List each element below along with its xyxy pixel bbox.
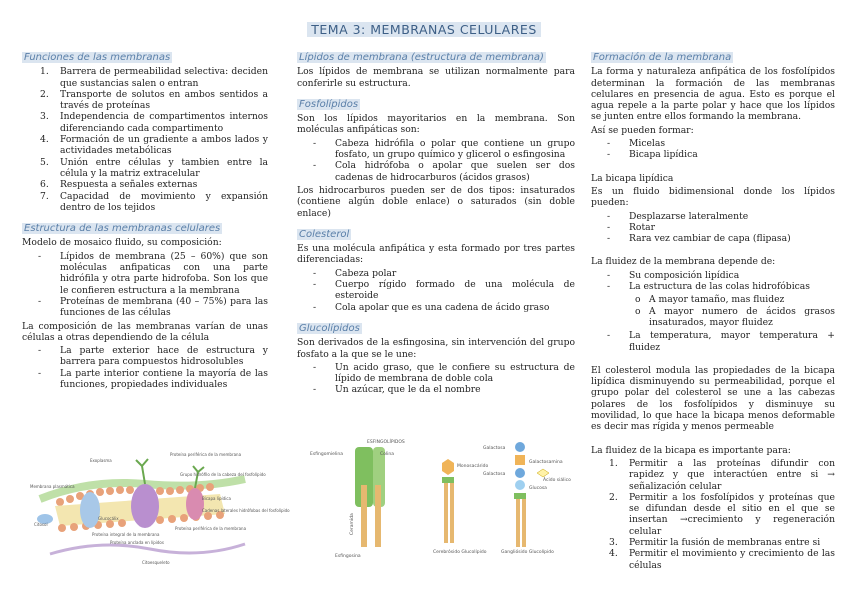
list-item: - Rara vez cambiar de capa (flipasa) (607, 233, 791, 245)
list-item: - La estructura de las colas hidrofóbicas (607, 281, 810, 293)
label-proteina-periferica-2: Proteína periférica de la membrana (175, 526, 247, 531)
list-item: 4. Permitir el movimiento y crecimiento de las células (609, 548, 835, 571)
list-item: - Cola hidrófoba o apolar que suelen ser dos cadenas de hidrocarburos (ácidos grasos) (313, 160, 575, 183)
label-galactosamina: Galactosamina (529, 460, 563, 465)
list-item: 2. Permitir a los fosfolípidos y proteínas que se difundan desde el sitio en el que se insertan →crecimiento y regeneración celular (609, 491, 835, 537)
label-proteina-periferica: Proteína periférica de la membrana (170, 452, 242, 457)
label-protoplasma: Proteína anclada en lípidos (110, 540, 164, 545)
paragraph: La fluidez de la membrana depende de: (591, 256, 776, 268)
list-item: - Un azúcar, que le da el nombre (313, 384, 481, 396)
list-item: 4. Formación de un gradiente a ambos lados y actividades metabólicas (40, 134, 268, 157)
paragraph: Es una molécula anfipática y esta formado por tres partes diferenciadas: (297, 243, 575, 266)
list-item: - Desplazarse lateralmente (607, 210, 749, 222)
label-cadenas: Cadenas laterales hidrófobas del fosfolípido (202, 508, 290, 513)
list-item: 1. Permitir a las proteínas difundir con rapidez y que interactúen entre si → señalización celular (609, 457, 835, 492)
label-ceramida: Ceramida (350, 513, 355, 535)
label-grupo-hidrofilo: Grupo hidrófilo de la cabeza del fosfolípido (180, 472, 266, 477)
section-heading-colesterol: Colesterol (299, 228, 350, 240)
column-3 (591, 52, 835, 573)
label-bicapa: Bicapa lipídica (202, 496, 231, 501)
list-item: - Bicapa lipídica (607, 149, 698, 161)
fosfolipidos-list (297, 138, 575, 183)
list-item: - Cabeza hidrófila o polar que contiene un grupo fosfato, un grupo químico y glicerol o esfingosina (313, 137, 575, 161)
integral-protein (131, 484, 159, 528)
composicion-list (22, 251, 268, 319)
formas-list (591, 138, 835, 161)
list-item: - Rotar (607, 221, 656, 233)
label-proteina-integral: Proteína integral de la membrana (92, 532, 160, 537)
list-item: 6. Respuesta a señales externas (40, 179, 198, 191)
paragraph: Los lípidos de membrana se utilizan normalmente para conferirle su estructura. (297, 66, 575, 89)
membrane-diagram (30, 444, 290, 569)
list-item: - Cola apolar que es una cadena de ácido graso (313, 301, 550, 313)
list-item: 5. Unión entre células y tambien entre la célula y la matriz extracelular (40, 156, 268, 179)
list-item: o A mayor tamaño, mas fluidez (635, 294, 785, 306)
fluidez-list-last (591, 330, 835, 353)
section-heading-glucolipidos: Glucolípidos (299, 322, 360, 334)
section-heading-estructura: Estructura de las membranas celulares (24, 223, 221, 235)
list-item: - La parte exterior hace de estructura y barrera para compuestos hidrosolubles (38, 345, 268, 368)
paragraph: Los hidrocarburos pueden ser de dos tipos: insaturados (contiene algún doble enlace) o saturados (sin doble enlace) (297, 184, 575, 219)
label-acido-sialico: Ácido siálico (543, 478, 571, 483)
label-citoesqueleto: Citoesqueleto (142, 560, 170, 565)
paragraph: Así se pueden formar: (591, 124, 694, 136)
paragraph: Son los lípidos mayoritarios en la membrana. Son moléculas anfipáticas son: (297, 113, 575, 136)
list-item: - Un acido graso, que le confiere su estructura de lípido de membrana de doble cola (313, 361, 575, 385)
partes-list (22, 345, 268, 390)
fluidez-list (591, 270, 835, 293)
label-cerebrosido: Cerebrósido Glucolípido (433, 550, 487, 555)
list-item: 1. Barrera de permeabilidad selectiva: deciden que sustancias salen o entran (40, 66, 268, 89)
list-item: - Su composición lipídica (607, 269, 740, 281)
label-glucocalix: Glucocálix (98, 516, 119, 521)
paragraph: El colesterol modula las propiedades de la bicapa lipídica disminuyendo su permeabilidad, porque el grupo polar del colesterol se une a las cabezas polares de los fosfolípidos y disminuye su movilidad, lo que hace la bicapa menos deformable es decir mas rígida y menos permeable (591, 364, 835, 433)
paragraph: La bicapa lipídica (591, 172, 674, 184)
section-heading-lipidos: Lípidos de membrana (estructura de membrana) (299, 52, 544, 63)
page-title: TEMA 3: MEMBRANAS CELULARES (0, 22, 848, 37)
label-monosacarido: Monosacárido (457, 464, 489, 469)
label-esfingosina: Esfingosina (335, 554, 361, 559)
label-galactosa: Galactosa (483, 446, 506, 451)
section-heading-fosfolipidos: Fosfolípidos (299, 98, 359, 110)
list-item: - La temperatura, mayor temperatura + fluidez (607, 330, 835, 353)
section-heading-formacion: Formación de la membrana (593, 52, 732, 63)
paragraph: La composición de las membranas varían de unas células a otras dependiendo de la célula (22, 320, 268, 343)
list-item: - Cabeza polar (313, 267, 397, 279)
funciones-list (22, 66, 268, 213)
label-citosol: Citosol (34, 522, 48, 527)
monosacarido-hex (442, 459, 454, 475)
label-esfingomielina: Esfingomielina (310, 452, 343, 457)
colesterol-list (297, 268, 575, 313)
label-galactosa-2: Galactosa (483, 472, 506, 477)
label-membrana: Membrana plasmática (30, 484, 75, 489)
label-gangliosido: Gangliósido Glucolípido (501, 550, 554, 555)
label-esfingolipidos: ESFINGOLÍPIDOS (367, 440, 405, 445)
label-glucosa: Glucosa (529, 486, 547, 491)
bicapa-list (591, 211, 835, 245)
list-item: 7. Capacidad de movimiento y expansión dentro de los tejidos (40, 190, 268, 213)
importancia-list (591, 458, 835, 571)
list-item: - Cuerpo rígido formado de una molécula de esteroide (313, 279, 575, 302)
fluidez-sublist (591, 294, 835, 328)
list-item: 2. Transporte de solutos en ambos sentidos a través de proteínas (40, 88, 268, 112)
list-item: - Lípidos de membrana (25 – 60%) que son moléculas anfipaticas con una parte hidrófila y otra parte hidrofoba. Son los que le confieren estructura a la membrana (38, 250, 268, 296)
list-item: - La parte interior contiene la mayoría de las funciones, propiedades individuales (38, 367, 268, 391)
list-item: - Proteínas de membrana (40 – 75%) para las funciones de las células (38, 295, 268, 319)
label-colina: Colina (380, 452, 395, 457)
column-1 (22, 52, 268, 392)
paragraph: Modelo de mosaico fluido, su composición: (22, 237, 222, 249)
list-item: 3. Permitir la fusión de membranas entre si (609, 536, 821, 548)
list-item: 3. Independencia de compartimentos internos diferenciando cada compartimento (40, 111, 268, 134)
column-2 (297, 52, 575, 398)
label-exoplasma: Exoplasma (90, 458, 112, 463)
paragraph: La fluidez de la bicapa es importante para: (591, 444, 791, 456)
paragraph: Es un fluido bidimensional donde los lípidos pueden: (591, 185, 835, 209)
paragraph: Son derivados de la esfingosina, sin intervención del grupo fosfato a la que se le une: (297, 337, 575, 360)
paragraph: La forma y naturaleza anfipática de los fosfolípidos determinan la formación de las membranas celulares en presencia de agua. Esto es porque el agua repele a la parte polar y hace que los lípidos se junten entre ellos formando la membrana. (591, 66, 835, 123)
list-item: - Micelas (607, 138, 666, 150)
section-heading-funciones: Funciones de las membranas (24, 52, 171, 63)
esfingolipidos-diagram (305, 435, 571, 565)
list-item: o A mayor numero de ácidos grasos insaturados, mayor fluidez (635, 305, 835, 328)
glucolipidos-list (297, 362, 575, 396)
